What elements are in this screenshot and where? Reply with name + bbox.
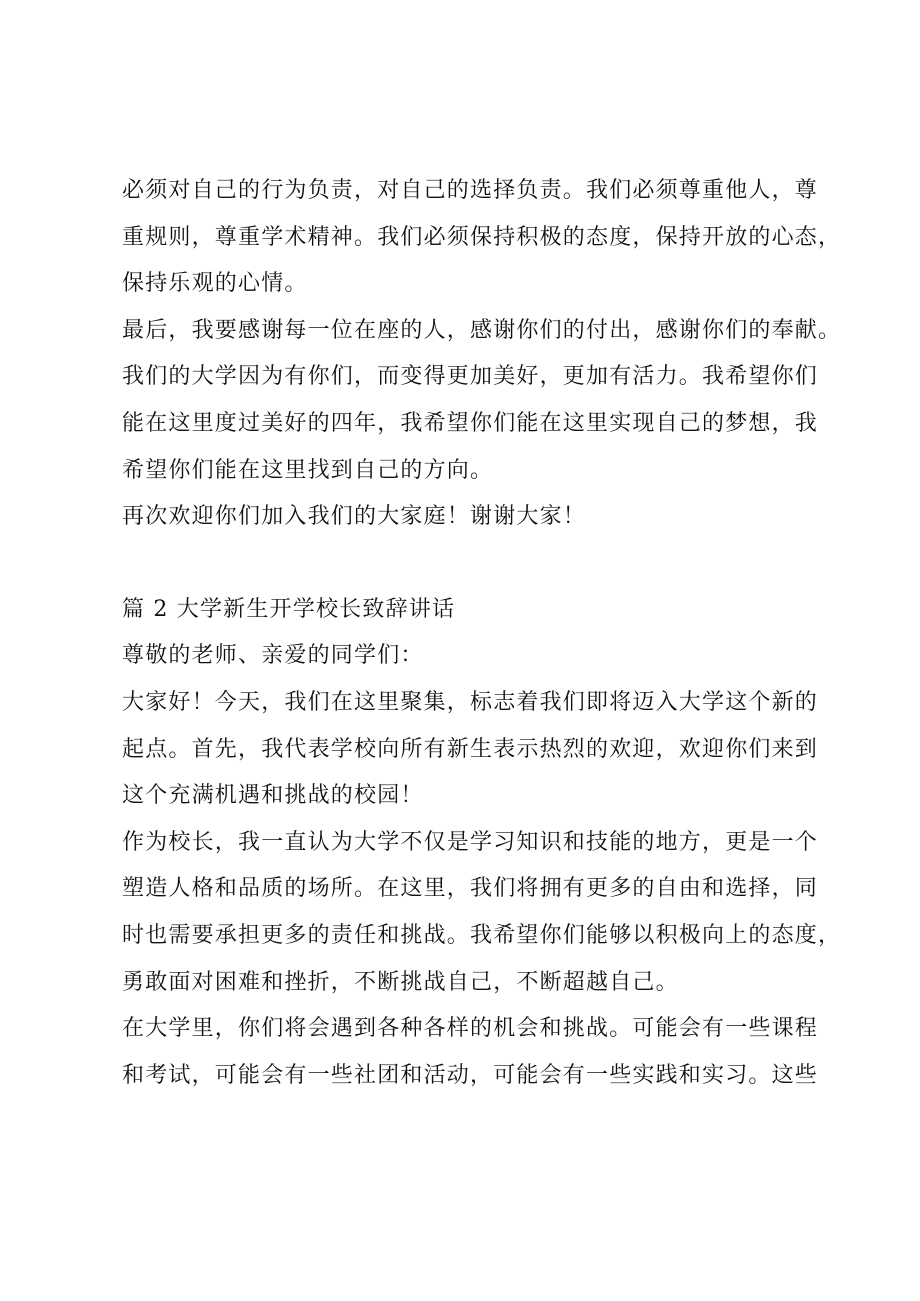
text-line: 能在这里度过美好的四年，我希望你们能在这里实现自己的梦想，我 bbox=[122, 410, 819, 436]
paragraph-thanks bbox=[122, 308, 842, 494]
text-line: 塑造人格和品质的场所。在这里，我们将拥有更多的自由和选择，同 bbox=[122, 876, 819, 902]
text-line: 保持乐观的心情。 bbox=[122, 271, 308, 297]
text-line: 这个充满机遇和挑战的校园！ bbox=[122, 783, 424, 809]
text-line: 勇敢面对困难和挫折，不断挑战自己，不断超越自己。 bbox=[122, 969, 679, 995]
text-line: 和考试，可能会有一些社团和活动，可能会有一些实践和实习。这些 bbox=[122, 1062, 819, 1088]
text-line: 再次欢迎你们加入我们的大家庭！谢谢大家！ bbox=[122, 504, 587, 530]
paragraph-opportunities bbox=[122, 1006, 842, 1099]
section-title: 篇 2 大学新生开学校长致辞讲话 bbox=[122, 596, 456, 622]
text-line: 希望你们能在这里找到自己的方向。 bbox=[122, 457, 494, 483]
section-gap bbox=[122, 541, 842, 587]
document-body bbox=[122, 168, 842, 1099]
text-line: 在大学里，你们将会遇到各种各样的机会和挑战。可能会有一些课程 bbox=[122, 1016, 819, 1042]
text-line: 时也需要承担更多的责任和挑战。我希望你们能够以积极向上的态度， bbox=[122, 922, 842, 948]
salutation bbox=[122, 633, 842, 680]
text-line: 我们的大学因为有你们，而变得更加美好，更加有活力。我希望你们 bbox=[122, 364, 819, 390]
text-line: 最后，我要感谢每一位在座的人，感谢你们的付出，感谢你们的奉献。 bbox=[122, 317, 842, 343]
text-line: 必须对自己的行为负责，对自己的选择负责。我们必须尊重他人，尊 bbox=[122, 178, 819, 203]
paragraph-responsibility bbox=[122, 168, 842, 308]
text-line: 作为校长，我一直认为大学不仅是学习知识和技能的地方，更是一个 bbox=[122, 829, 819, 855]
paragraph-greeting bbox=[122, 680, 842, 820]
paragraph-principal-view bbox=[122, 820, 842, 1006]
text-line: 大家好！今天，我们在这里聚集，标志着我们即将迈入大学这个新的 bbox=[122, 689, 819, 715]
text-line: 起点。首先，我代表学校向所有新生表示热烈的欢迎，欢迎你们来到 bbox=[122, 736, 819, 762]
text-line: 重规则，尊重学术精神。我们必须保持积极的态度，保持开放的心态， bbox=[122, 224, 842, 250]
salutation-line: 尊敬的老师、亲爱的同学们： bbox=[122, 643, 424, 669]
paragraph-welcome-again bbox=[122, 494, 842, 541]
